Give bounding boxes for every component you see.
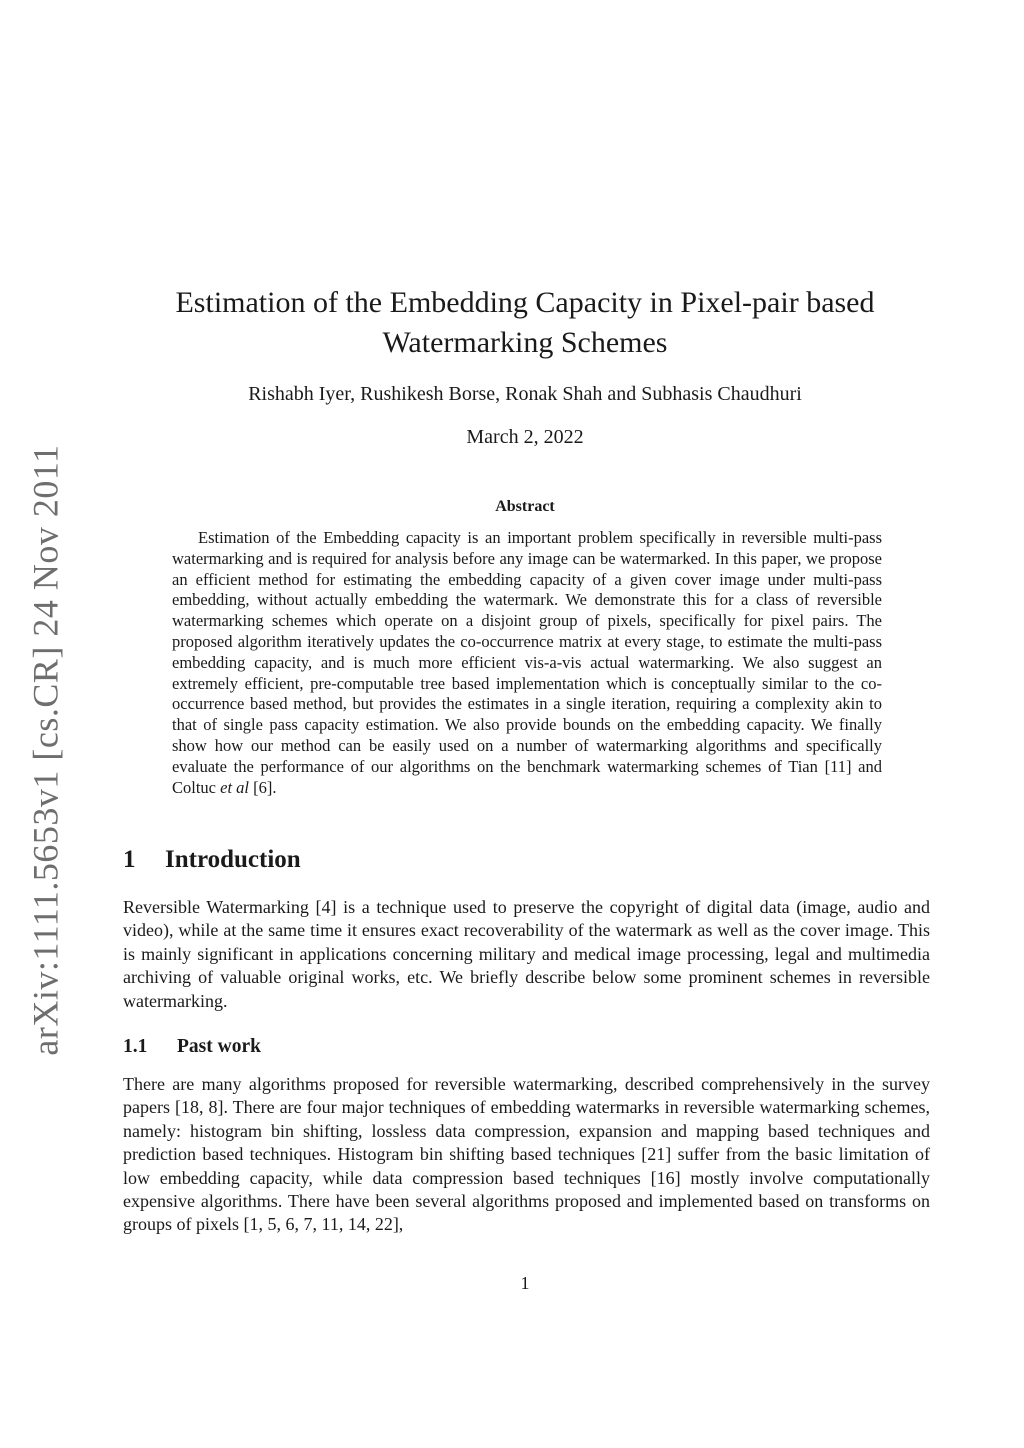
subsection-title: Past work xyxy=(177,1036,261,1057)
past-work-paragraph: There are many algorithms proposed for reversible watermarking, described comprehensively in the survey papers [18, 8]. There are four major techniques of embedding watermarks in reversible watermarking schemes, namely: histogram bin shifting, lossless data compression, expansion and mapping based techniques and prediction based techniques. Histogram bin shifting based techniques [21] suffer from the basic limitation of low embedding capacity, while data compression based techniques [16] mostly involve computationally expensive algorithms. There have been several algorithms proposed and implemented based on transforms on groups of pixels [1, 5, 6, 7, 11, 14, 22], xyxy=(123,1074,930,1235)
arxiv-stamp xyxy=(20,444,72,1056)
abstract-heading: Abstract xyxy=(495,498,555,515)
section-title: Introduction xyxy=(165,846,301,873)
abstract-italic: et al xyxy=(220,777,249,797)
introduction-paragraph: Reversible Watermarking [4] is a technique used to preserve the copyright of digital data (image, audio and video), while at the same time it ensures exact recoverability of the watermark as well as the cover image. This is mainly significant in applications concerning military and medical image processing, legal and multimedia archiving of valuable original works, etc. We briefly describe below some prominent schemes in reversible watermarking. xyxy=(123,897,930,1011)
arxiv-stamp-text: arXiv:1111.5653v1 [cs.CR] 24 Nov 2011 xyxy=(26,444,66,1056)
abstract-body xyxy=(172,528,882,798)
section-number: 1 xyxy=(123,846,136,873)
abstract-text-end: [6]. xyxy=(249,777,277,797)
subsection-heading-past-work xyxy=(123,1036,261,1058)
paper-title: Estimation of the Embedding Capacity in Pixel-pair based Watermarking Schemes xyxy=(175,286,875,359)
paper-authors: Rishabh Iyer, Rushikesh Borse, Ronak Shah and Subhasis Chaudhuri xyxy=(248,383,802,405)
section-heading-introduction xyxy=(123,846,301,874)
abstract-text: Estimation of the Embedding capacity is an important problem specifically in reversible multi-pass watermarking and is required for analysis before any image can be watermarked. In this paper, we propose an efficient method for estimating the embedding capacity of a given cover image under multi-pass embedding, without actually embedding the watermark. We demonstrate this for a class of reversible watermarking schemes which operate on a disjoint group of pixels, specifically for pixel pairs. The proposed algorithm iteratively updates the co-occurrence matrix at every stage, to estimate the multi-pass embedding capacity, and is much more efficient vis-a-vis actual watermarking. We also suggest an extremely efficient, pre-computable tree based implementation which is conceptually similar to the co-occurrence based method, but provides the estimates in a single iteration, requiring a complexity akin to that of single pass capacity estimation. We also provide bounds on the embedding capacity. We finally show how our method can be easily used on a number of watermarking algorithms and specifically evaluate the performance of our algorithms on the benchmark watermarking schemes of Tian [11] and Coltuc xyxy=(172,528,882,797)
subsection-number: 1.1 xyxy=(123,1036,148,1057)
paper-date: March 2, 2022 xyxy=(466,426,584,448)
page-number: 1 xyxy=(520,1273,530,1293)
